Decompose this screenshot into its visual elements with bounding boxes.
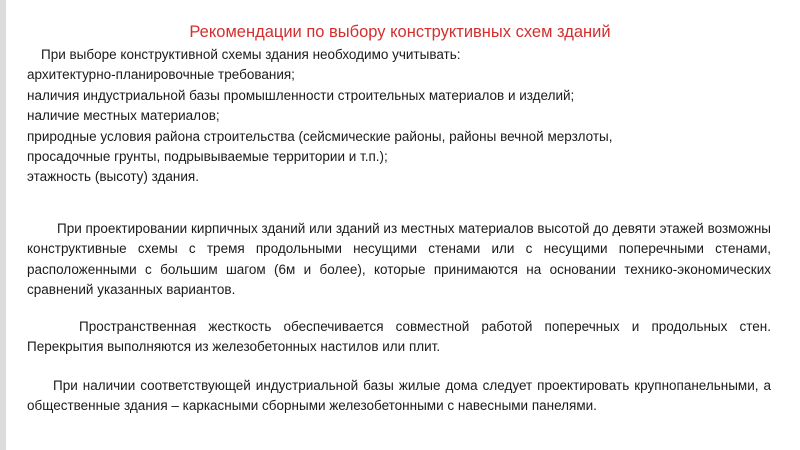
list-item: наличия индустриальной базы промышленности строительных материалов и изделий;: [27, 87, 575, 103]
paragraph-brick-buildings: При проектировании кирпичных зданий или зданий из местных материалов высотой до девяти этажей возможны конструктивные схемы с тремя продольными несущими стенами или с несущими поперечными стенами, расположенными с большим шагом (6м и более), которые принимаются на основании технико-экономических сравнений указанных вариантов.: [27, 221, 771, 298]
intro-lead: При выборе конструктивной схемы здания необходимо учитывать:: [41, 47, 461, 62]
left-edge-bar: [0, 0, 6, 450]
list-item: наличие местных материалов;: [27, 108, 220, 124]
list-item: архитектурно-планировочные требования;: [27, 67, 295, 83]
paragraph-industrial-base: При наличии соответствующей индустриальной базы жилые дома следует проектировать крупнопанельными, а общественные здания – каркасными сборными железобетонными с навесными панелями.: [27, 378, 771, 414]
list-item: этажность (высоту) здания.: [27, 169, 199, 185]
list-item: природные условия района строительства (сейсмические районы, районы вечной мерзлоты,: [27, 128, 613, 144]
intro-block: [27, 45, 777, 188]
slide-title: Рекомендации по выбору конструктивных схем зданий: [189, 23, 611, 41]
list-item: просадочные грунты, подрывываемые территории и т.п.);: [27, 149, 388, 165]
paragraph-rigidity: Пространственная жесткость обеспечивается совместной работой поперечных и продольных стен. Перекрытия выполняются из железобетонных настилов или плит.: [27, 319, 771, 355]
